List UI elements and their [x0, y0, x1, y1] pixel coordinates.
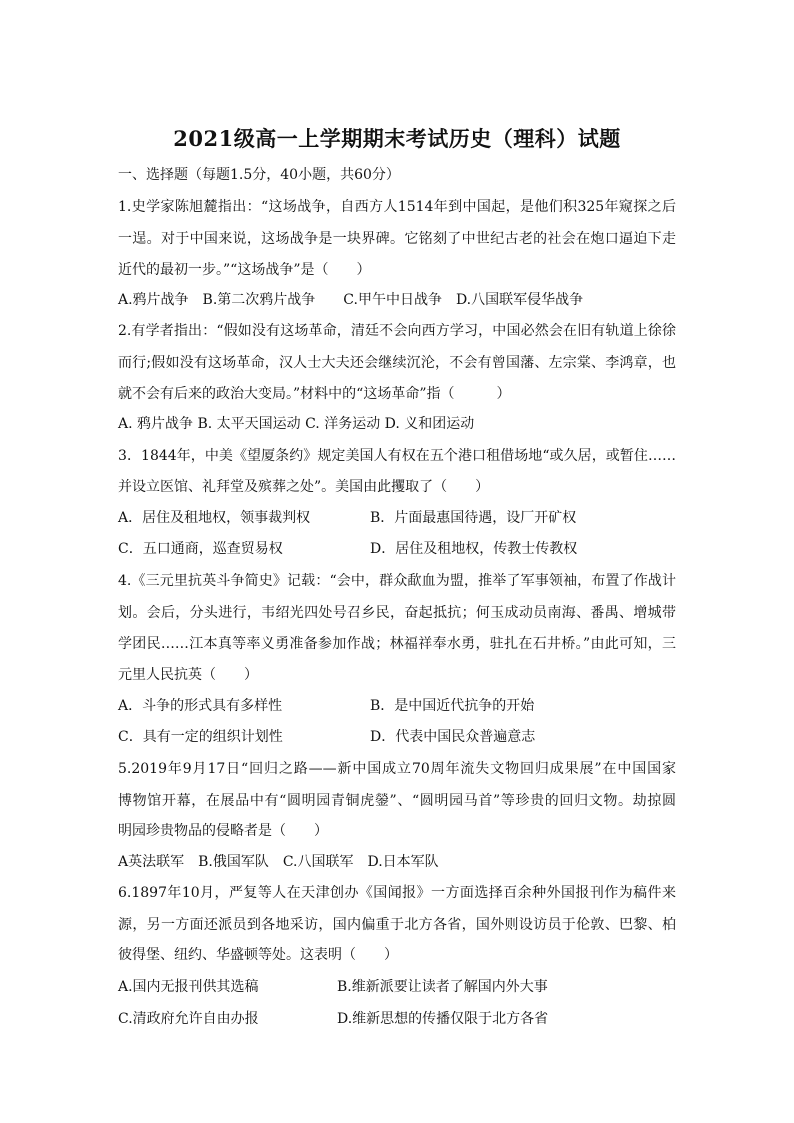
question-1-line-3: 近代的最初一步。”“这场战争”是（ ）: [118, 262, 371, 278]
question-5-options: A英法联军 B.俄国军队 C.八国联军 D.日本军队: [118, 854, 439, 870]
question-1-line-1: 1.史学家陈旭麓指出：“这场战争，自西方人1514年到中国起，是他们积325年窥探之后: [118, 199, 676, 215]
question-2-line-2: 而行;假如没有这场革命，汉人士大夫还会继续沉沦，不会有曾国藩、左宗棠、李鸿章，也: [118, 355, 676, 371]
question-4-line-3: 学团民……江本真等率义勇准备参加作战；林福祥奉水勇，驻扎在石井桥。”由此可知，三: [118, 636, 676, 652]
question-6-option-c: C.清政府允许自由办报: [118, 1011, 259, 1027]
question-4-line-2: 划。会后，分头进行，韦绍光四处号召乡民，奋起抵抗；何玉成动员南海、番禺、增城带: [118, 605, 676, 621]
question-3-option-a: A．居住及租地权，领事裁判权: [118, 510, 311, 526]
question-3-option-c: C．五口通商，巡查贸易权: [118, 541, 283, 557]
question-4-option-a: A．斗争的形式具有多样性: [118, 698, 283, 714]
section-header: 一、选择题（每题1.5分，40小题，共60分）: [118, 167, 400, 183]
question-4-option-d: D．代表中国民众普遍意志: [370, 729, 536, 745]
question-2-options: A. 鸦片战争 B. 太平天国运动 C. 洋务运动 D. 义和团运动: [118, 416, 475, 432]
question-4-option-c: C．具有一定的组织计划性: [118, 729, 283, 745]
question-2-line-3: 就不会有后来的政治大变局。”材料中的“这场革命”指（ ）: [118, 386, 511, 402]
question-5-line-3: 明园珍贵物品的侵略者是（ ）: [118, 823, 328, 839]
question-2-line-1: 2.有学者指出：“假如没有这场革命，清廷不会向西方学习，中国必然会在旧有轨道上徐徐: [118, 323, 676, 339]
question-4-option-b: B．是中国近代抗争的开始: [370, 698, 535, 714]
question-6-line-1: 6.1897年10月，严复等人在天津创办《国闻报》一方面选择百余种外国报刊作为稿件来: [118, 885, 676, 901]
question-6-option-d: D.维新思想的传播仅限于北方各省: [337, 1011, 549, 1027]
question-5-line-2: 博物馆开幕，在展品中有“圆明园青铜虎鎣”、“圆明园马首”等珍贵的回归文物。劫掠圆: [118, 793, 676, 809]
question-5-line-1: 5.2019年9月17日“回归之路——新中国成立70周年流失文物回归成果展”在中国国家: [118, 761, 676, 777]
question-6-line-2: 源，另一方面还派员到各地采访，国内偏重于北方各省，国外则设访员于伦敦、巴黎、柏: [118, 917, 676, 933]
question-3-line-1: 3．1844年，中美《望厦条约》规定美国人有权在五个港口租借场地“或久居，或暂住……: [118, 448, 676, 464]
question-6-option-b: B.维新派要让读者了解国内外大事: [337, 979, 548, 995]
question-6-option-a: A.国内无报刊供其选稿: [118, 979, 259, 995]
question-3-line-2: 并设立医馆、礼拜堂及殡葬之处”。美国由此攫取了（ ）: [118, 479, 490, 495]
question-4-line-4: 元里人民抗英（ ）: [118, 667, 258, 683]
question-3-option-b: B．片面最惠国待遇，设厂开矿权: [370, 510, 577, 526]
page-title: 2021级高一上学期期末考试历史（理科）试题: [173, 126, 621, 151]
question-6-line-3: 彼得堡、纽约、华盛顿等处。这表明（ ）: [118, 947, 398, 963]
question-3-option-d: D．居住及租地权，传教士传教权: [370, 541, 578, 557]
question-1-options: A.鸦片战争 B.第二次鸦片战争 C.甲午中日战争 D.八国联军侵华战争: [118, 292, 584, 308]
question-4-line-1: 4.《三元里抗英斗争简史》记载：“会中，群众歃血为盟，推举了军事领袖，布置了作战计: [118, 573, 676, 589]
question-1-line-2: 一逞。对于中国来说，这场战争是一块界碑。它铭刻了中世纪古老的社会在炮口逼迫下走: [118, 231, 676, 247]
